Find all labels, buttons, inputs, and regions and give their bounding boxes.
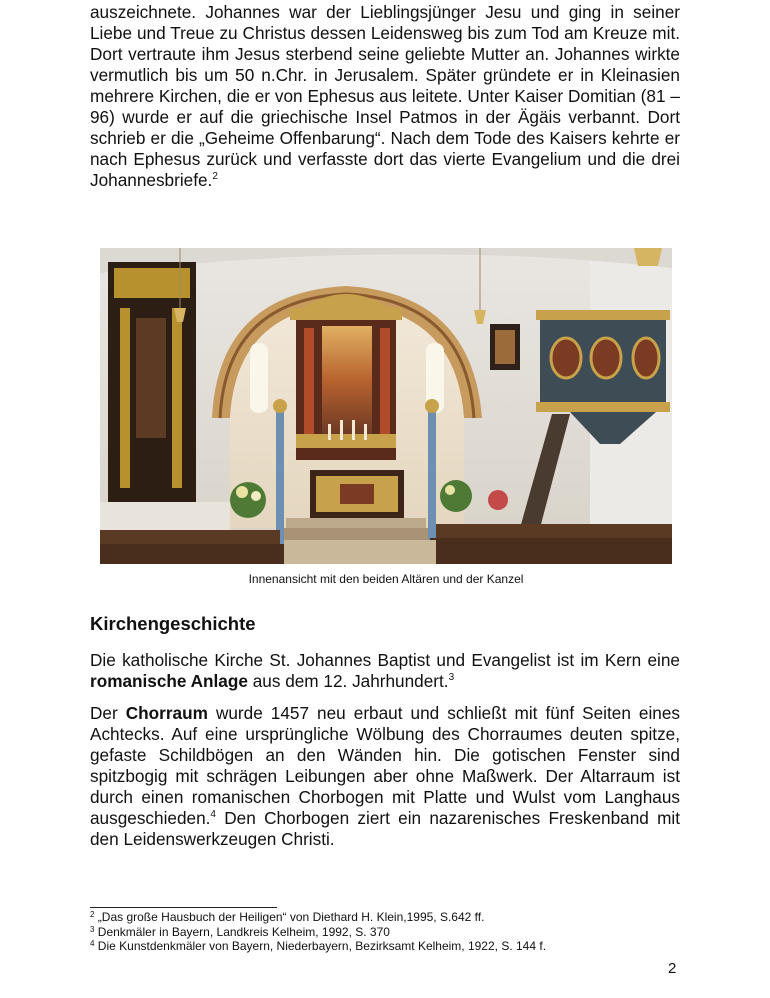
paragraph-text: aus dem 12. Jahrhundert.: [252, 671, 449, 691]
footnote-text: Die Kunstdenkmäler von Bayern, Niederbayern, Bezirksamt Kelheim, 1922, S. 144 f.: [97, 939, 547, 953]
footnote-ref: 4: [210, 809, 216, 820]
paragraph-text: wurde 1457 neu erbaut und schließt mit fünf Seiten eines Achtecks. Auf eine ursprüngliche Wölbung des Chorraumes deuten spitze, gefaste Schildbögen an den Wänden hin. Die gotischen Fenster sind spitzbogig mit schrägen Leibungen aber ohne Maßwerk. Der Altarraum ist durch einen romanischen Chorbogen mit Platte und Wulst vom Langhaus ausgeschieden.: [90, 703, 681, 828]
paragraph-church-origin: [90, 650, 680, 692]
footnote-ref: 2: [212, 171, 218, 182]
footnote-ref: 3: [448, 672, 455, 683]
footnote-item: [90, 939, 690, 954]
footnote-item: [90, 925, 690, 940]
page-number: 2: [668, 960, 677, 977]
paragraph-text: Die katholische Kirche St. Johannes Baptist und Evangelist ist im Kern eine: [90, 650, 680, 670]
paragraph-text: Der: [90, 703, 118, 723]
paragraph-chancel: [90, 703, 680, 850]
footnote-item: [90, 910, 690, 925]
footnote-text: Denkmäler in Bayern, Landkreis Kelheim, 1992, S. 370: [97, 924, 390, 939]
section-heading: Kirchengeschichte: [90, 613, 256, 634]
footnote-number: 4: [90, 939, 95, 948]
photo-caption: Innenansicht mit den beiden Altären und der Kanzel: [248, 572, 524, 586]
footnote-text: „Das große Hausbuch der Heiligen“ von Diethard H. Klein,1995, S.642 ff.: [97, 910, 485, 924]
paragraph-text: auszeichnete. Johannes war der Lieblingsjünger Jesu und ging in seiner Liebe und Treue zu Christus dessen Leidensweg bis zum Tod am Kreuze mit. Dort vertraute ihm Jesus sterbend seine geliebte Mutter an. Johannes wirkte vermutlich bis um 50 n.Chr. in Jerusalem. Später gründete er in Kleinasien mehrere Kirchen, die er von Ephesus aus leitete. Unter Kaiser Domitian (81 – 96) wurde er auf die griechische Insel Patmos in der Ägäis verbannt. Dort schrieb er die „Geheime Offenbarung“. Nach dem Tode des Kaisers kehrte er nach Ephesus zurück und verfasste dort das vierte Evangelium und die drei Johannesbriefe.: [90, 2, 680, 190]
paragraph-text: Den Chorbogen ziert ein nazarenisches Freskenband mit den Leidenswerkzeugen Christi.: [90, 808, 681, 849]
footnote-separator: [90, 907, 277, 908]
paragraph-john-biography: [90, 2, 680, 191]
bold-term: romanische Anlage: [90, 671, 248, 691]
footnote-number: 2: [90, 910, 95, 919]
church-interior-photo: [100, 248, 672, 564]
footnotes: [90, 910, 690, 954]
footnote-number: 3: [90, 924, 95, 934]
bold-term: Chorraum: [125, 703, 208, 723]
